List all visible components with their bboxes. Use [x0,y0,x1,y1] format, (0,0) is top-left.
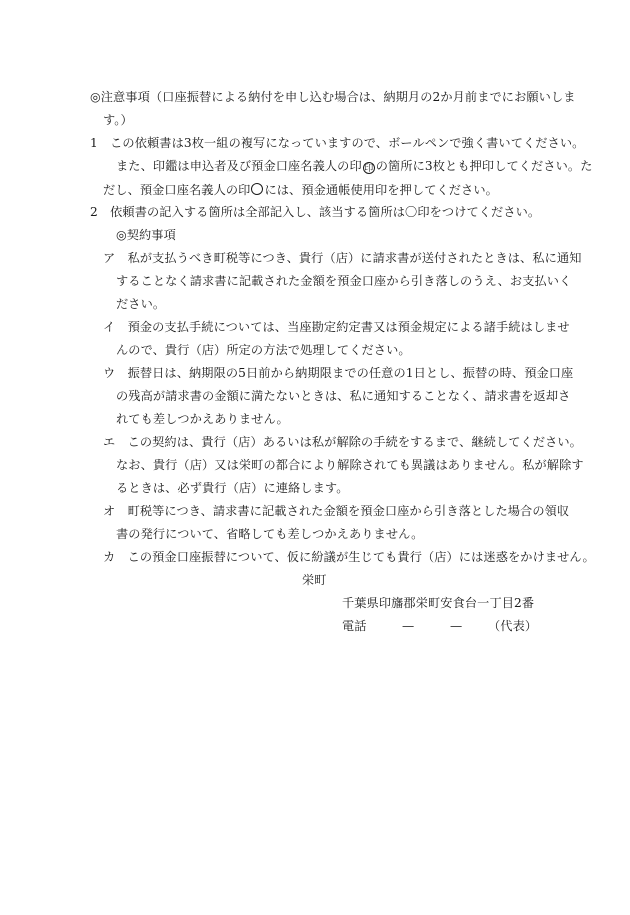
seal-mark-icon: 印 [364,164,374,174]
contract-ka: カ この預金口座振替について、仮に紛議が生じても貴行（店）には迷惑をかけません。 [103,550,595,564]
signature-town: 栄町 [302,573,327,587]
contract-a-line-2: することなく請求書に記載された金額を預金口座から引き落しのうえ、お支払いく [116,274,572,288]
contract-u-line-2: の残高が請求書の金額に満たないときは、私に通知することなく、請求書を返却さ [116,389,571,403]
note-1-line-3 [103,183,498,196]
note-1-line-3-end: には、預金通帳使用印を押してください。 [264,183,498,197]
contract-heading: ◎契約事項 [116,228,176,242]
note-1-line-3-start: だし、預金口座名義人の印 [103,183,251,197]
note-1-line-2 [116,160,593,174]
contract-e-line-2: なお、貴行（店）又は栄町の都合により解除されても異議はありません。私が解除す [116,458,584,472]
note-2: 2 依頼書の記入する箇所は全部記入し、該当する箇所は〇印をつけてください。 [90,205,541,219]
seal-circle-icon [251,183,263,195]
contract-a-line-1: ア 私が支払うべき町税等につき、貴行（店）に請求書が送付されたときは、私に通知 [103,251,582,265]
contract-i-line-1: イ 預金の支払手続については、当座勘定約定書又は預金規定による諸手続はしませ [103,320,570,334]
contract-u-line-1: ウ 振替日は、納期限の5日前から納期限までの任意の1日とし、振替の時、預金口座 [103,366,574,380]
contract-o-line-2: 書の発行について、省略しても差しつかえありません。 [116,527,424,541]
phone-dash-1: — [402,619,415,633]
phone-dash-2: — [450,619,463,633]
notes-header-line-2: す。） [103,113,133,127]
contract-e-line-3: るときは、必ず貴行（店）に連絡します。 [116,481,349,495]
note-1-line-1: 1 この依頼書は3枚一組の複写になっていますので、ボールペンで強く書いてください。 [90,136,585,150]
note-1-line-2-start: また、印鑑は申込者及び預金口座名義人の印 [116,159,362,173]
contract-o-line-1: オ 町税等につき、請求書に記載された金額を預金口座から引き落とした場合の領収 [103,504,570,518]
note-1-line-2-end: の箇所に3枚とも押印してください。た [375,159,593,173]
contract-e-line-1: エ この契約は、貴行（店）あるいは私が解除の手続をするまで、継続してください。 [103,435,582,449]
signature-representative: （代表） [488,619,538,633]
contract-u-line-3: れても差しつかえありません。 [116,412,289,426]
contract-i-line-2: んので、貴行（店）所定の方法で処理してください。 [116,343,411,357]
contract-a-line-3: ださい。 [116,297,166,311]
signature-address: 千葉県印旛郡栄町安食台一丁目2番 [342,596,535,610]
signature-phone-label: 電話 [342,619,367,633]
notes-header-line-1: ◎注意事項（口座振替による納付を申し込む場合は、納期月の2か月前までにお願いしま [90,90,576,104]
